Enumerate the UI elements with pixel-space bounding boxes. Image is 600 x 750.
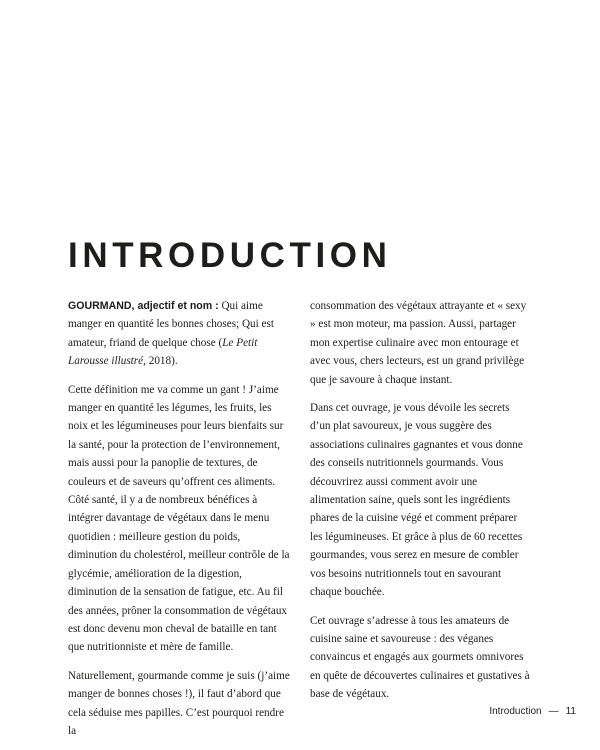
footer-section-name: Introduction	[489, 706, 542, 717]
footer-separator: —	[548, 706, 559, 717]
page-title: INTRODUCTION	[68, 236, 392, 275]
definition-text: Qui aime manger en quantité les bonnes choses; Qui est amateur, friand de quelque chose (	[68, 300, 274, 349]
paragraph: Naturellement, gourmande comme je suis (j’aime manger de bonnes choses !), il faut d’abord que cela séduise mes papilles. C’est pourquoi rendre la	[68, 669, 290, 737]
page-footer	[489, 706, 576, 717]
paragraph: Cette définition me va comme un gant ! J’aime manger en quantité les légumes, les fruits, les noix et les légumineuses pour leurs bienfaits sur la santé, pour la protection de l’environnement, mais aussi pour la panoplie de textures, de couleurs et de saveurs qu’offrent ces aliments. Côté santé, il y a de nombreux bénéfices à intégrer davantage de végétaux dans le menu quotidien : meilleure gestion du poids, diminution du cholestérol, meilleur contrôle de la glycémie, amélioration de la digestion, diminution de la sensation de fatigue, etc. Au fil des années, prôner la consommation de végétaux est donc devenu mon cheval de bataille en tant que nutritionniste et mère de famille.	[68, 383, 290, 654]
paragraph: Cet ouvrage s’adresse à tous les amateurs de cuisine saine et savoureuse : des véganes convaincus et engagés aux gourmets omnivores en quête de découvertes culinaires et gustatives à base de végétaux.	[310, 614, 530, 701]
paragraph: Dans cet ouvrage, je vous dévoile les secrets d’un plat savoureux, je vous suggère des associations culinaires gagnantes et vous donne des conseils nutritionnels gourmands. Vous découvrirez aussi comment avoir une alimentation saine, quels sont les ingrédients phares de la cuisine végé et comment préparer les légumineuses. Et grâce à plus de 60 recettes gourmandes, vous serez en mesure de combler vos besoins nutritionnels tout en savourant chaque bouchée.	[310, 402, 523, 599]
definition-paragraph	[68, 297, 290, 371]
text-column-right	[310, 297, 532, 714]
definition-term: GOURMAND, adjectif et nom :	[68, 300, 219, 312]
paragraph: consommation des végétaux attrayante et « sexy » est mon moteur, ma passion. Aussi, partager mon expertise culinaire avec mon entourage et avec vous, chers lecteurs, est un grand privilège que je savoure à chaque instant.	[310, 300, 527, 386]
definition-year: , 2018).	[143, 355, 178, 368]
page-number: 11	[565, 706, 576, 717]
definition-source: Le Petit Larousse illustré	[68, 336, 258, 368]
text-column-left	[68, 297, 290, 750]
